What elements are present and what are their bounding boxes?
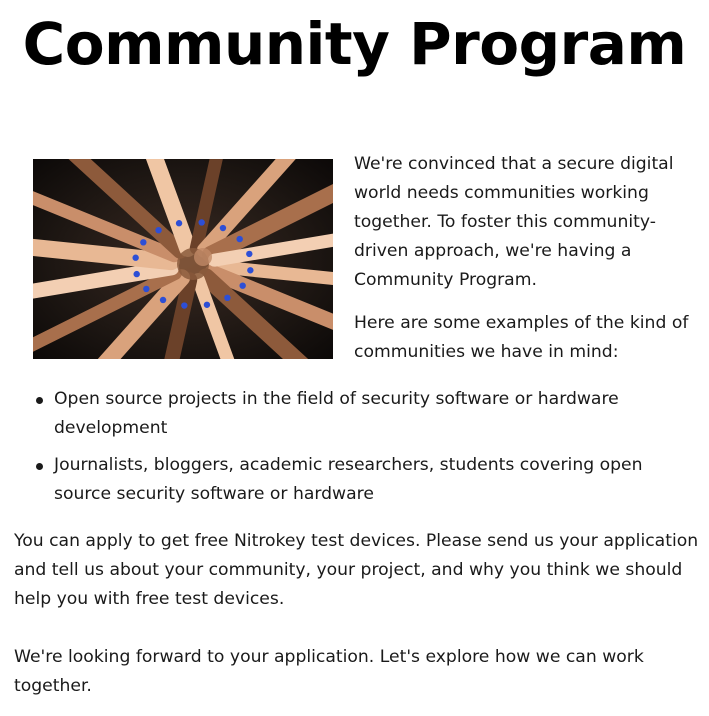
wristband-shape: [140, 239, 146, 245]
wristband-shape: [220, 225, 226, 231]
bullet-icon: [36, 397, 43, 404]
list-item-text: Journalists, bloggers, academic researchers, students covering open source security software or hardware: [54, 455, 643, 504]
wristband-shape: [246, 251, 252, 257]
community-examples-list: [14, 385, 704, 517]
list-item: [14, 451, 704, 509]
wristband-shape: [239, 282, 245, 288]
wristband-shape: [132, 255, 138, 261]
list-item: [14, 385, 704, 443]
wristband-shape: [133, 271, 139, 277]
wristband-shape: [224, 295, 230, 301]
examples-intro-paragraph: Here are some examples of the kind of communities we have in mind:: [354, 313, 689, 362]
page-title: Community Program: [22, 10, 687, 78]
wristband-shape: [204, 302, 210, 308]
wristband-shape: [247, 267, 253, 273]
wristband-shape: [236, 236, 242, 242]
wristband-shape: [176, 220, 182, 226]
intro-paragraph: We're convinced that a secure digital world needs communities working together. To foster this community-driven approach, we're having a Community Program.: [354, 154, 674, 290]
wristband-shape: [198, 219, 204, 225]
wristband-shape: [143, 286, 149, 292]
wristband-shape: [160, 297, 166, 303]
community-hands-photo: [33, 159, 333, 359]
bullet-icon: [36, 463, 43, 470]
hands-together-illustration: [33, 159, 333, 359]
wristband-shape: [181, 302, 187, 308]
wristband-shape: [155, 227, 161, 233]
closing-paragraph: We're looking forward to your application. Let's explore how we can work together.: [14, 647, 644, 696]
list-item-text: Open source projects in the field of security software or hardware development: [54, 389, 619, 438]
apply-paragraph: You can apply to get free Nitrokey test devices. Please send us your application and tell us about your community, your project, and why you think we should help you with free test devices.: [14, 531, 699, 609]
